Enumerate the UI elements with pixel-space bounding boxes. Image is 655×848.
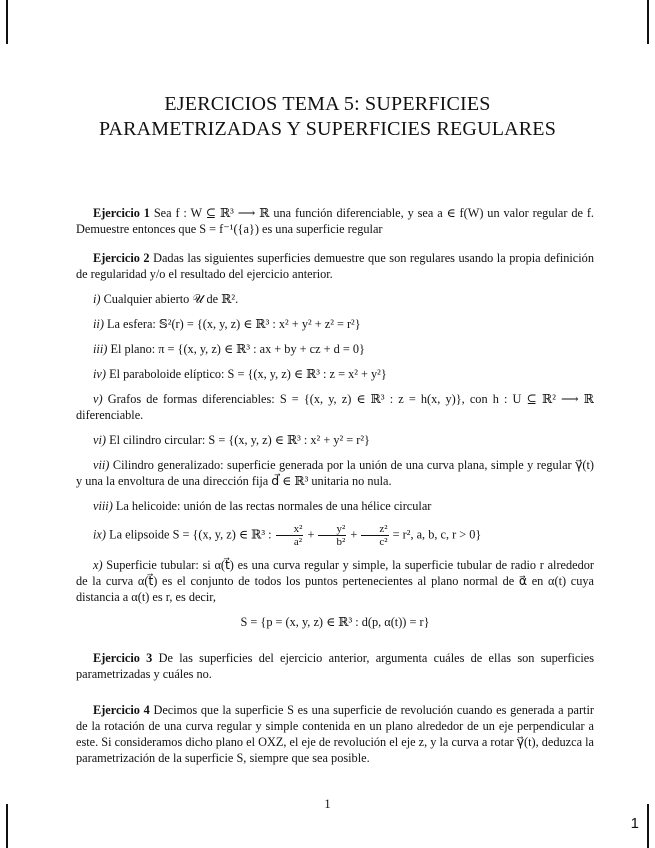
exercise-3 xyxy=(76,650,594,682)
fraction-z-over-c: $\frac{\text{z²}}{\text{c²}}$ xyxy=(361,523,388,548)
exercise-3-text: De las superficies del ejercicio anterior, argumenta cuáles de ellas son superficies parametrizadas y cuáles no. xyxy=(76,651,594,681)
exercise-4-text: Decimos que la superficie S es una superficie de revolución cuando es generada a partir de la rotación de una curva regular y simple contenida en un plano alrededor de un eje perpendicular a este. Si consideramos dicho plano el OXZ, el eje de revolución el eje z, y la curva a rotar γ⃗(t), deduzca la parametrización de la superficie S, siempre que sea posible. xyxy=(76,703,594,765)
exercise-2-item-ix: ix) La elipsoide S = {(x, y, z) ∈ ℝ³ : $\frac{\text{x²}}{\text{a²}}$ + $\frac{\text{y²}}{\text{b²}}$ + $\frac{\text{z²}}{\text{c²}}$ = r², a, b, c, r > 0} xyxy=(93,523,482,548)
exercise-2-item-iv: iv) El paraboloide elíptico: S = {(x, y, z) ∈ ℝ³ : z = x² + y²} xyxy=(93,367,387,381)
crop-mark-top-right xyxy=(647,0,649,44)
fraction-x-over-a: $\frac{\text{x²}}{\text{a²}}$ xyxy=(276,523,304,548)
exercise-body xyxy=(76,205,594,775)
crop-mark-top-left xyxy=(6,0,8,44)
fraction-y-over-b: $\frac{\text{y²}}{\text{b²}}$ xyxy=(318,523,346,548)
viewer-page-indicator: 1 xyxy=(630,815,639,832)
exercise-3-label: Ejercicio 3 xyxy=(93,651,153,665)
exercise-2-item-x: x) Superficie tubular: si α(t⃗) es una curva regular y simple, la superficie tubular de radio r alrededor de la curva α(t⃗) es el conjunto de todos los puntos pertenecientes al plano normal de α⃗ en α(t) cuya distancia a α(t) es r, es decir, xyxy=(76,558,595,604)
exercise-2-item-v: v) Grafos de formas diferenciables: S = {(x, y, z) ∈ ℝ³ : z = h(x, y)}, con h : U ⊆ ℝ² ⟶ ℝ diferenciable. xyxy=(76,392,595,422)
exercise-2-item-vii: vii) Cilindro generalizado: superficie generada por la unión de una curva plana, simple y regular γ⃗(t) y una la envoltura de una dirección fija d⃗ ∈ ℝ³ unitaria no nula. xyxy=(76,458,594,488)
exercise-1 xyxy=(76,205,594,237)
exercise-4 xyxy=(76,702,594,766)
exercise-2 xyxy=(76,250,594,282)
exercise-4-label: Ejercicio 4 xyxy=(93,703,150,717)
exercise-1-text: Sea f : W ⊆ ℝ³ ⟶ ℝ una función diferenciable, y sea a ∈ f(W) un valor regular de f. Demuestre entonces que S = f⁻¹({a}) es una superficie regular xyxy=(76,206,594,236)
exercise-2-item-ii: ii) La esfera: 𝕊²(r) = {(x, y, z) ∈ ℝ³ : x² + y² + z² = r²} xyxy=(93,317,361,331)
exercise-1-label: Ejercicio 1 xyxy=(93,206,150,220)
tubular-surface-formula: S = {p = (x, y, z) ∈ ℝ³ : d(p, α(t)) = r} xyxy=(240,615,430,629)
exercise-2-label: Ejercicio 2 xyxy=(93,251,150,265)
document-title xyxy=(0,92,655,142)
title-line-1: EJERCICIOS TEMA 5: SUPERFICIES xyxy=(164,93,491,115)
exercise-2-text: Dadas las siguientes superficies demuestre que son regulares usando la propia definición de regularidad y/o el resultado del ejercicio anterior. xyxy=(76,251,594,281)
title-line-2: PARAMETRIZADAS Y SUPERFICIES REGULARES xyxy=(98,118,557,140)
exercise-2-item-iii: iii) El plano: π = {(x, y, z) ∈ ℝ³ : ax + by + cz + d = 0} xyxy=(93,342,365,356)
exercise-2-item-vi: vi) El cilindro circular: S = {(x, y, z) ∈ ℝ³ : x² + y² = r²} xyxy=(93,433,370,447)
page-number: 1 xyxy=(324,797,331,811)
exercise-2-item-viii: viii) La helicoide: unión de las rectas normales de una hélice circular xyxy=(93,499,432,513)
exercise-2-item-i: i) Cualquier abierto 𝒰 de ℝ². xyxy=(93,292,239,306)
